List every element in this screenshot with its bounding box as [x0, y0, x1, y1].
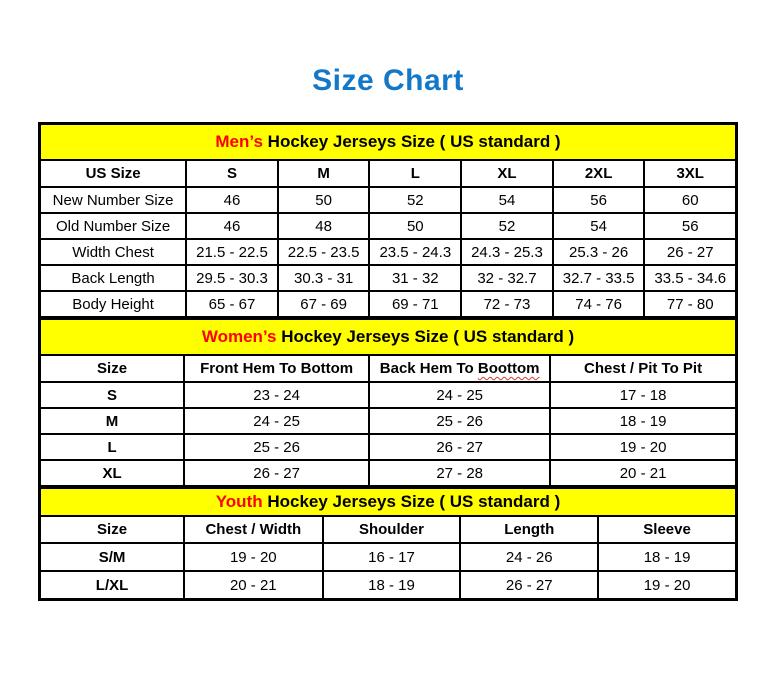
table-cell: 19 - 20	[550, 434, 736, 460]
row-label: S	[40, 382, 184, 408]
youth-header-row	[40, 516, 736, 543]
table-cell: 32.7 - 33.5	[553, 265, 645, 291]
womens-back-hem-prefix: Back Hem To	[379, 360, 478, 377]
womens-col-header: Chest / Pit To Pit	[550, 355, 736, 382]
table-cell: 20 - 21	[184, 571, 323, 599]
row-label: L/XL	[40, 571, 184, 599]
table-cell: 74 - 76	[553, 291, 645, 317]
row-label: New Number Size	[40, 187, 186, 213]
row-label: L	[40, 434, 184, 460]
table-cell: 23 - 24	[184, 382, 369, 408]
womens-col-header: Front Hem To Bottom	[184, 355, 369, 382]
mens-col-header: XL	[461, 160, 553, 187]
table-cell: 67 - 69	[278, 291, 370, 317]
table-cell: 18 - 19	[598, 543, 736, 571]
table-row	[40, 213, 736, 239]
mens-col-header: M	[278, 160, 370, 187]
table-row	[40, 460, 736, 486]
womens-section-rest: Hockey Jerseys Size ( US standard )	[281, 327, 575, 346]
page-title: Size Chart	[312, 64, 464, 97]
table-cell: 26 - 27	[184, 460, 369, 486]
table-cell: 18 - 19	[323, 571, 461, 599]
table-cell: 29.5 - 30.3	[186, 265, 278, 291]
youth-col-header: Sleeve	[598, 516, 736, 543]
row-label: Width Chest	[40, 239, 186, 265]
row-label: M	[40, 408, 184, 434]
table-row	[40, 434, 736, 460]
mens-section-rest: Hockey Jerseys Size ( US standard )	[267, 132, 561, 151]
table-row	[40, 291, 736, 317]
table-cell: 50	[369, 213, 461, 239]
mens-size-table	[39, 123, 737, 318]
table-cell: 25 - 26	[369, 408, 550, 434]
table-cell: 33.5 - 34.6	[644, 265, 736, 291]
table-cell: 72 - 73	[461, 291, 553, 317]
table-row	[40, 571, 736, 599]
table-cell: 30.3 - 31	[278, 265, 370, 291]
table-cell: 24 - 25	[184, 408, 369, 434]
womens-col-header: Size	[40, 355, 184, 382]
womens-section-title	[40, 319, 736, 355]
mens-col-header: S	[186, 160, 278, 187]
table-cell: 60	[644, 187, 736, 213]
table-cell: 56	[644, 213, 736, 239]
table-row	[40, 187, 736, 213]
mens-col-header: L	[369, 160, 461, 187]
table-cell: 19 - 20	[598, 571, 736, 599]
youth-col-header: Length	[460, 516, 598, 543]
table-cell: 46	[186, 187, 278, 213]
table-cell: 23.5 - 24.3	[369, 239, 461, 265]
womens-size-table	[39, 318, 737, 487]
womens-header-row	[40, 355, 736, 382]
table-cell: 46	[186, 213, 278, 239]
table-cell: 25.3 - 26	[553, 239, 645, 265]
table-cell: 52	[369, 187, 461, 213]
mens-col-header: US Size	[40, 160, 186, 187]
womens-back-hem-misspelled-word: Boottom	[477, 360, 540, 377]
table-cell: 17 - 18	[550, 382, 736, 408]
womens-section-highlight: Women’s	[201, 327, 277, 346]
youth-section-band	[40, 488, 736, 516]
table-cell: 22.5 - 23.5	[278, 239, 370, 265]
table-cell: 18 - 19	[550, 408, 736, 434]
table-cell: 54	[461, 187, 553, 213]
table-cell: 25 - 26	[184, 434, 369, 460]
table-cell: 21.5 - 22.5	[186, 239, 278, 265]
row-label: S/M	[40, 543, 184, 571]
row-label: Back Length	[40, 265, 186, 291]
table-cell: 69 - 71	[369, 291, 461, 317]
mens-header-row	[40, 160, 736, 187]
table-cell: 19 - 20	[184, 543, 323, 571]
table-cell: 20 - 21	[550, 460, 736, 486]
table-cell: 26 - 27	[644, 239, 736, 265]
mens-section-band	[40, 124, 736, 160]
row-label: Body Height	[40, 291, 186, 317]
table-cell: 26 - 27	[460, 571, 598, 599]
youth-section-highlight: Youth	[215, 492, 263, 511]
table-row	[40, 543, 736, 571]
mens-section-highlight: Men’s	[215, 132, 263, 151]
mens-col-header: 3XL	[644, 160, 736, 187]
table-row	[40, 382, 736, 408]
womens-col-header	[369, 355, 550, 382]
table-cell: 31 - 32	[369, 265, 461, 291]
size-chart-tables	[38, 122, 738, 601]
youth-col-header: Size	[40, 516, 184, 543]
table-cell: 27 - 28	[369, 460, 550, 486]
table-cell: 77 - 80	[644, 291, 736, 317]
table-cell: 26 - 27	[369, 434, 550, 460]
table-cell: 65 - 67	[186, 291, 278, 317]
table-cell: 48	[278, 213, 370, 239]
mens-col-header: 2XL	[553, 160, 645, 187]
womens-section-band	[40, 319, 736, 355]
mens-section-title	[40, 124, 736, 160]
table-cell: 16 - 17	[323, 543, 461, 571]
youth-col-header: Chest / Width	[184, 516, 323, 543]
table-row	[40, 408, 736, 434]
table-cell: 32 - 32.7	[461, 265, 553, 291]
youth-size-table	[39, 487, 737, 600]
youth-section-rest: Hockey Jerseys Size ( US standard )	[267, 492, 561, 511]
table-cell: 24 - 26	[460, 543, 598, 571]
youth-section-title	[40, 488, 736, 516]
row-label: XL	[40, 460, 184, 486]
youth-col-header: Shoulder	[323, 516, 461, 543]
table-row	[40, 265, 736, 291]
row-label: Old Number Size	[40, 213, 186, 239]
table-cell: 50	[278, 187, 370, 213]
table-cell: 54	[553, 213, 645, 239]
table-cell: 52	[461, 213, 553, 239]
table-cell: 24.3 - 25.3	[461, 239, 553, 265]
table-cell: 56	[553, 187, 645, 213]
table-row	[40, 239, 736, 265]
table-cell: 24 - 25	[369, 382, 550, 408]
